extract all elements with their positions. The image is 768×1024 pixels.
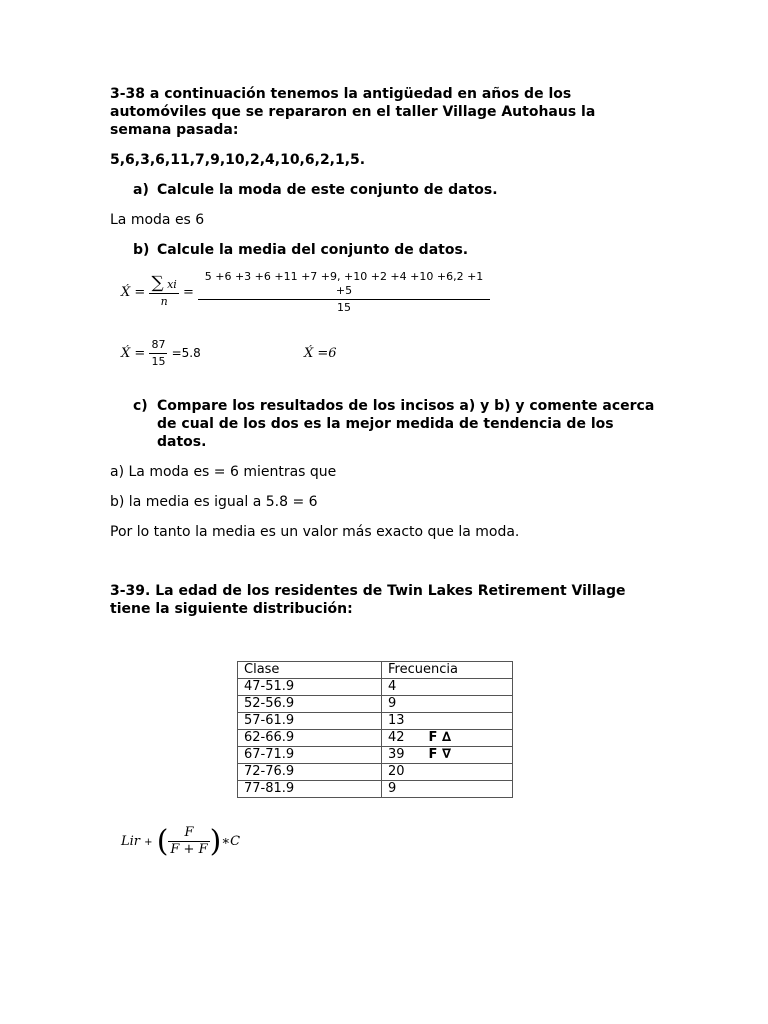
cell-frecuencia [382, 730, 513, 747]
cell-clase: 57-61.9 [238, 713, 382, 730]
conclusion: Por lo tanto la media es un valor más exacto que la moda. [110, 524, 520, 540]
problem-339-statement: 3-39. La edad de los residentes de Twin Lakes Retirement Village tiene la siguiente distribución: [110, 583, 626, 617]
cell-frecuencia [382, 747, 513, 764]
sum-numerator [149, 273, 178, 294]
mode-numerator: F [168, 826, 209, 842]
left-paren: ( [156, 824, 169, 859]
mean-result-fraction [149, 338, 167, 369]
question-b-text: Calcule la media del conjunto de datos. [157, 242, 469, 258]
table-row [238, 781, 513, 798]
mean-result-formula [121, 338, 201, 369]
sigma-symbol: ∑ [151, 273, 164, 293]
answer-c-line-2: b) la media es igual a 5.8 = 6 [110, 494, 318, 510]
sum-values-numerator: 5 +6 +3 +6 +11 +7 +9, +10 +2 +4 +10 +6,2 +1 +5 [198, 270, 490, 300]
freq-value: 20 [388, 764, 405, 779]
table-row [238, 713, 513, 730]
problem-338-statement: 3-38 a continuación tenemos la antigüedad en años de los automóviles que se repararon en el taller Village Autohaus la semana pasada: [110, 86, 596, 138]
times-c: ∗C [221, 834, 241, 849]
question-a-label: a) [133, 182, 149, 198]
table-row [238, 764, 513, 781]
table-row [238, 679, 513, 696]
question-b-label: b) [133, 242, 150, 258]
equals-sign-2: = [182, 285, 194, 300]
question-c-label: c) [133, 398, 148, 414]
problem-338-data: 5,6,3,6,11,7,9,10,2,4,10,6,2,1,5. [110, 152, 366, 168]
question-c [133, 397, 657, 451]
mean-formula [121, 270, 490, 315]
mean-result-value: =5.8 [171, 346, 201, 360]
cell-clase: 77-81.9 [238, 781, 382, 798]
freq-value: 4 [388, 679, 397, 694]
table-row [238, 696, 513, 713]
cell-clase: 52-56.9 [238, 696, 382, 713]
question-a [133, 181, 657, 199]
answer-c-line-1: a) La moda es = 6 mientras que [110, 464, 337, 480]
sum-over-n-fraction [149, 273, 178, 309]
sum-values-denominator: 15 [337, 301, 352, 314]
lir-symbol: Lir [121, 834, 141, 849]
equals-sign: = [134, 285, 146, 300]
cell-frecuencia [382, 764, 513, 781]
question-b [133, 241, 657, 259]
cell-clase: 72-76.9 [238, 764, 382, 781]
cell-frecuencia [382, 781, 513, 798]
n-denominator: n [160, 295, 168, 308]
plus-sign: + [144, 837, 153, 848]
mode-fraction [168, 826, 209, 857]
header-clase: Clase [238, 662, 382, 679]
f-nabla-note: F ∇ [428, 747, 452, 762]
mean-result-denominator: 15 [151, 355, 166, 368]
answer-a: La moda es 6 [110, 212, 205, 228]
mean-result-numerator: 87 [149, 338, 167, 354]
freq-value: 39 [388, 747, 405, 762]
equals-sign-3: = [134, 346, 146, 361]
cell-frecuencia [382, 696, 513, 713]
cell-frecuencia [382, 713, 513, 730]
table-row [238, 730, 513, 747]
mean-rounded-formula: X́ =6 [304, 346, 337, 361]
cell-clase: 47-51.9 [238, 679, 382, 696]
freq-value: 9 [388, 781, 397, 796]
cell-clase: 62-66.9 [238, 730, 382, 747]
question-c-text: Compare los resultados de los incisos a) y b) y comente acerca de cual de los dos es la mejor medida de tendencia de los datos. [157, 398, 655, 450]
cell-clase: 67-71.9 [238, 747, 382, 764]
sum-values-fraction [198, 270, 490, 315]
mean-symbol-2: X́ [121, 346, 131, 361]
sum-variable: xi [167, 278, 177, 291]
freq-value: 13 [388, 713, 405, 728]
table-row [238, 747, 513, 764]
header-frecuencia: Frecuencia [382, 662, 513, 679]
mean-symbol: X́ [121, 285, 131, 300]
freq-value: 42 [388, 730, 405, 745]
frequency-table [237, 661, 513, 798]
question-a-text: Calcule la moda de este conjunto de datos. [157, 182, 498, 198]
right-paren: ) [209, 824, 222, 859]
mode-denominator: F + F [170, 842, 208, 857]
cell-frecuencia [382, 679, 513, 696]
table-header-row [238, 662, 513, 679]
freq-value: 9 [388, 696, 397, 711]
f-delta-note: F ∆ [428, 730, 452, 745]
mode-formula [121, 824, 240, 859]
